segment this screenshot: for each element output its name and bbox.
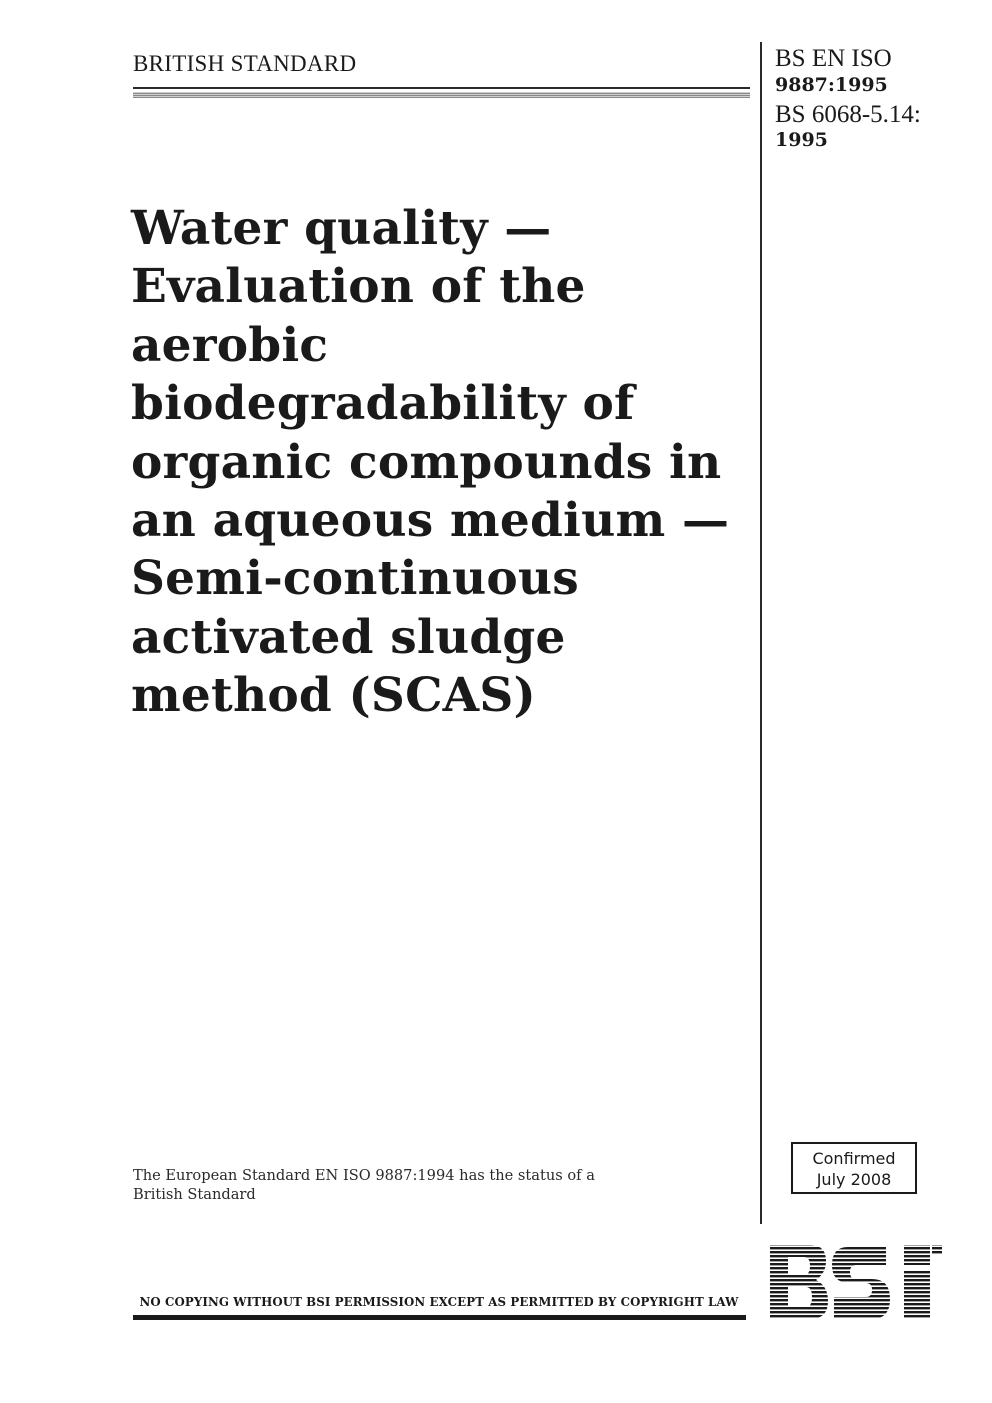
header-rule	[133, 87, 750, 89]
standard-number-line: 9887:1995	[775, 73, 888, 96]
title-line: an aqueous medium —	[131, 493, 730, 549]
title-line: Water quality —	[131, 201, 552, 256]
title-line: Semi-continuous	[131, 551, 579, 607]
standard-number-line: BS 6068-5.14:	[775, 100, 921, 128]
title-line: biodegradability of	[131, 376, 635, 432]
confirmed-label: Confirmed	[812, 1149, 896, 1168]
header-shaded-rule	[133, 92, 750, 98]
column-divider	[760, 42, 762, 1224]
series-label: BRITISH STANDARD	[133, 51, 357, 76]
title-line: aerobic	[131, 317, 329, 373]
document-title	[131, 200, 746, 726]
standard-number-line: 1995	[775, 129, 828, 152]
bsi-logo-icon	[768, 1243, 944, 1323]
title-line: activated sludge	[131, 609, 566, 665]
standard-number-line: BS EN ISO	[775, 45, 892, 72]
title-line: organic compounds in	[131, 434, 722, 490]
title-line: Evaluation of the	[131, 259, 586, 315]
status-note-line: The European Standard EN ISO 9887:1994 has the status of a	[133, 1167, 595, 1184]
confirmed-stamp	[791, 1142, 917, 1194]
standard-number-block	[775, 44, 921, 152]
confirmed-date: July 2008	[816, 1170, 892, 1189]
footer-rule	[133, 1315, 746, 1320]
status-note-line: British Standard	[133, 1186, 256, 1203]
copyright-notice: NO COPYING WITHOUT BSI PERMISSION EXCEPT AS PERMITTED BY COPYRIGHT LAW	[139, 1295, 739, 1309]
status-note	[133, 1166, 673, 1204]
title-line: method (SCAS)	[131, 668, 536, 724]
